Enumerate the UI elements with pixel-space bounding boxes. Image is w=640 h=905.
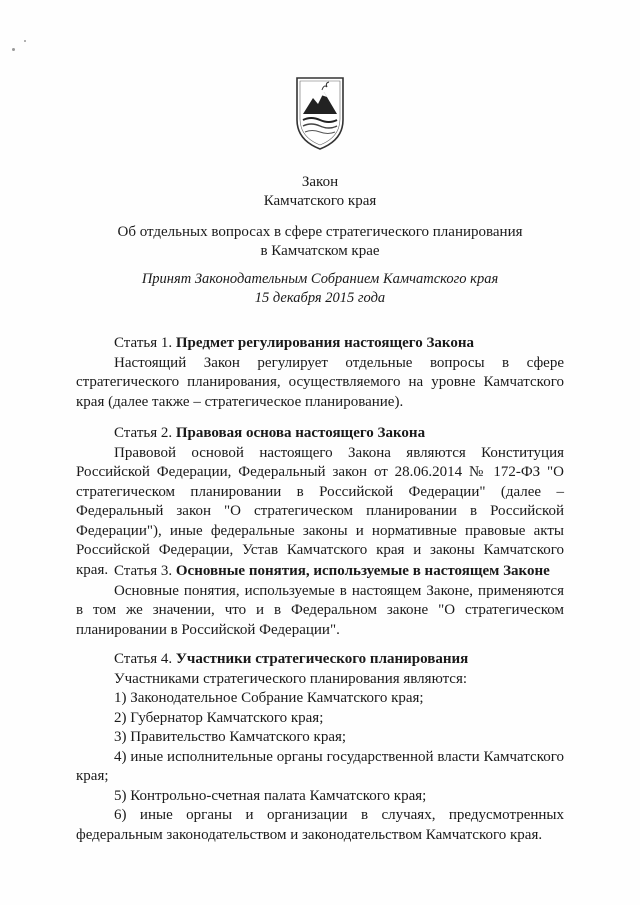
article-3 — [76, 562, 564, 640]
article-4 — [76, 650, 564, 845]
article-intro: Участниками стратегического планирования являются: — [114, 670, 468, 687]
list-item: 4) иные исполнительные органы государственной власти Камчатского края; — [76, 748, 564, 784]
law-title-line: Закон — [301, 174, 339, 190]
article-number: Статья 2. — [114, 425, 173, 441]
article-title: Предмет регулирования настоящего Закона — [175, 335, 474, 351]
adoption-body: Принят Законодательным Собранием Камчатского края — [141, 271, 499, 287]
scan-artifact — [12, 48, 15, 51]
article-heading — [76, 562, 564, 582]
article-body: Основные понятия, используемые в настоящем Законе, применяются в том же значении, что и в Федеральном законе "О стратегическом планировании в Российской Федерации". — [76, 582, 564, 638]
scan-artifact — [24, 40, 26, 42]
law-subject-line: Об отдельных вопросах в сфере стратегического планирования — [117, 224, 523, 240]
adoption-date: 15 декабря 2015 года — [254, 290, 386, 306]
list-item: 5) Контрольно-счетная палата Камчатского края; — [114, 787, 427, 804]
article-body: Настоящий Закон регулирует отдельные вопросы в сфере стратегического планирования, осуществляемого на уровне Камчатского края (далее также – стратегическое планирование). — [76, 354, 564, 410]
list-item: 3) Правительство Камчатского края; — [114, 729, 347, 745]
adoption-note — [80, 270, 560, 308]
law-title — [80, 173, 560, 211]
law-title-region: Камчатского края — [263, 193, 377, 209]
article-1 — [76, 334, 564, 412]
article-title: Участники стратегического планирования — [175, 651, 469, 667]
list-item: 2) Губернатор Камчатского края; — [114, 709, 324, 726]
article-number: Статья 3. — [114, 563, 173, 579]
article-title: Правовая основа настоящего Закона — [175, 425, 426, 441]
list-item: 1) Законодательное Собрание Камчатского края; — [114, 690, 424, 706]
article-heading — [76, 334, 564, 354]
kamchatka-coat-of-arms-icon — [291, 74, 349, 152]
article-number: Статья 4. — [114, 651, 173, 667]
article-2 — [76, 424, 564, 580]
article-heading — [76, 650, 564, 670]
article-title: Основные понятия, используемые в настоящем Законе — [175, 563, 550, 579]
article-heading — [76, 424, 564, 444]
law-subject-line: в Камчатском крае — [260, 243, 380, 259]
list-item: 6) иные органы и организации в случаях, предусмотренных федеральным законодательством и законодательством Камчатского края. — [76, 807, 564, 843]
article-number: Статья 1. — [114, 335, 173, 351]
law-subject — [80, 223, 560, 261]
article-body: Правовой основой настоящего Закона являются Конституция Российской Федерации, Федеральный закон от 28.06.2014 № 172-ФЗ "О стратегическом планировании в Российской Федерации" (далее – Федеральный закон "О стратегическом планировании в Российской Федерации"), иные федеральные законы и нормативные правовые акты Российской Федерации, Устав Камчатского края и законы Камчатского края. — [76, 444, 564, 578]
